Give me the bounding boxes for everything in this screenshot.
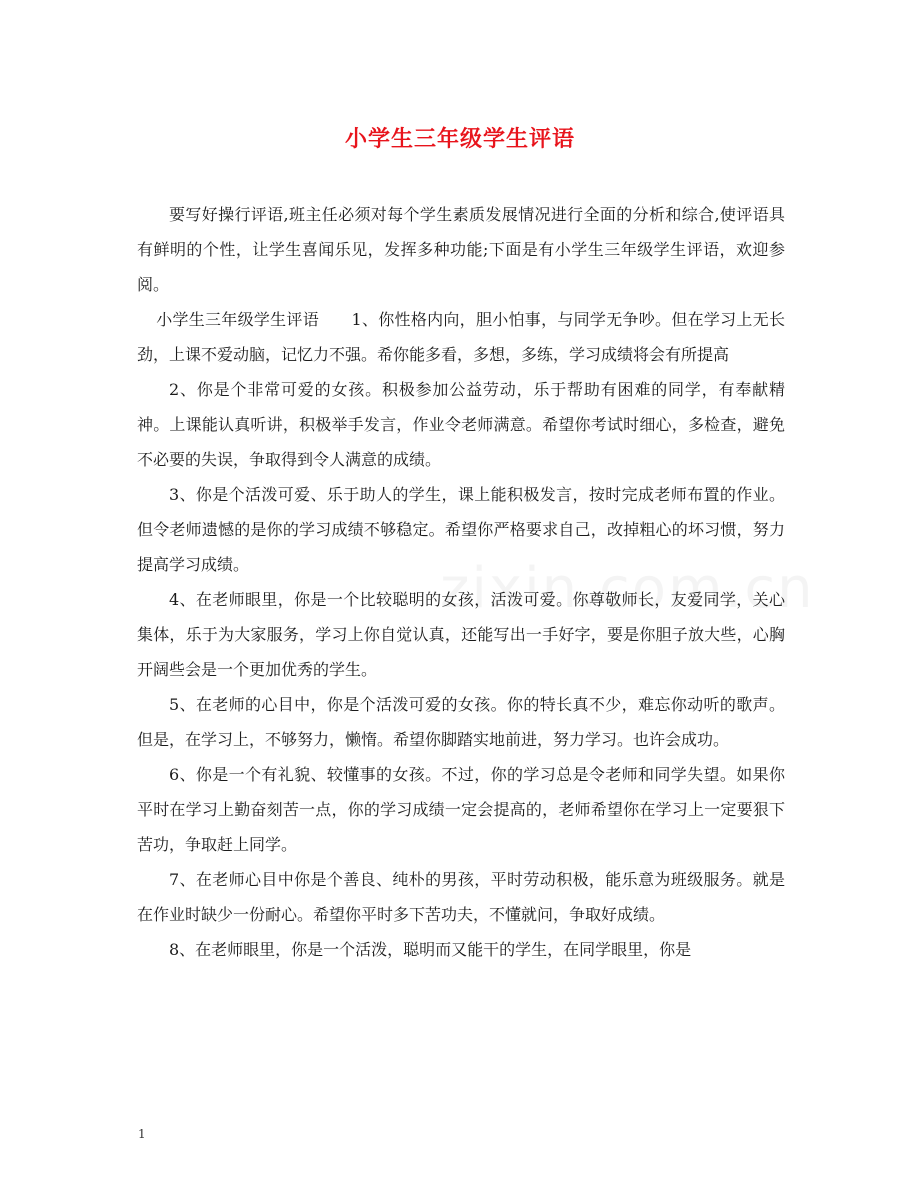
document-body — [137, 197, 785, 967]
page-title: 小学生三年级学生评语 — [344, 126, 575, 152]
paragraph-6: 6、你是一个有礼貌、较懂事的女孩。不过，你的学习总是令老师和同学失望。如果你平时在学习上勤奋刻苦一点，你的学习成绩一定会提高的，老师希望你在学习上一定要狠下苦功，争取赶上同学。 — [137, 765, 785, 854]
paragraph-1: 小学生三年级学生评语 1、你性格内向，胆小怕事，与同学无争吵。但在学习上无长劲，上课不爱动脑，记忆力不强。希你能多看，多想，多练，学习成绩将会有所提高 — [137, 310, 785, 364]
paragraph-3: 3、你是个活泼可爱、乐于助人的学生，课上能积极发言，按时完成老师布置的作业。但令老师遗憾的是你的学习成绩不够稳定。希望你严格要求自己，改掉粗心的坏习惯，努力提高学习成绩。 — [137, 485, 785, 574]
paragraph-2: 2、你是个非常可爱的女孩。积极参加公益劳动，乐于帮助有困难的同学，有奉献精神。上课能认真听讲，积极举手发言，作业令老师满意。希望你考试时细心，多检查，避免不必要的失误，争取得到令人满意的成绩。 — [137, 380, 785, 469]
paragraph-8: 8、在老师眼里，你是一个活泼，聪明而又能干的学生，在同学眼里，你是 — [169, 940, 692, 959]
paragraph-4: 4、在老师眼里，你是一个比较聪明的女孩，活泼可爱。你尊敬师长，友爱同学，关心集体，乐于为大家服务，学习上你自觉认真，还能写出一手好字，要是你胆子放大些，心胸开阔些会是一个更加优秀的学生。 — [137, 590, 785, 679]
intro-paragraph: 要写好操行评语,班主任必须对每个学生素质发展情况进行全面的分析和综合,使评语具有鲜明的个性，让学生喜闻乐见，发挥多种功能;下面是有小学生三年级学生评语，欢迎参阅。 — [137, 205, 785, 294]
paragraph-5: 5、在老师的心目中，你是个活泼可爱的女孩。你的特长真不少，难忘你动听的歌声。但是，在学习上，不够努力，懒惰。希望你脚踏实地前进，努力学习。也许会成功。 — [137, 695, 785, 749]
page-number: 1 — [138, 1127, 146, 1141]
paragraph-7: 7、在老师心目中你是个善良、纯朴的男孩，平时劳动积极，能乐意为班级服务。就是在作业时缺少一份耐心。希望你平时多下苦功夫，不懂就问，争取好成绩。 — [137, 870, 785, 924]
